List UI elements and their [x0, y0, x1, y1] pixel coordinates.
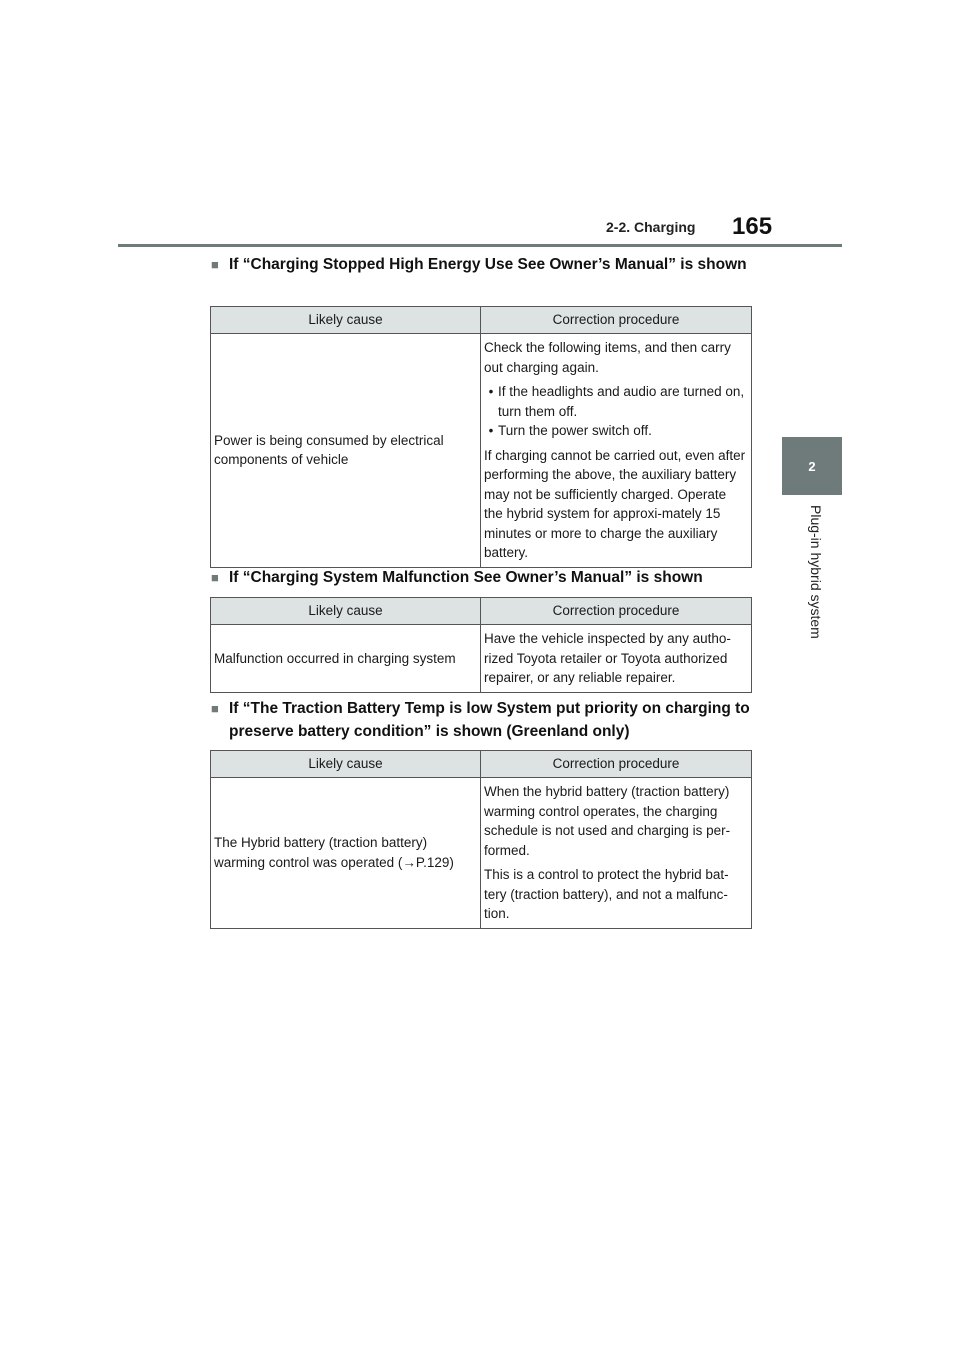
procedure-cell: [481, 778, 752, 929]
bullet-icon: •: [488, 384, 494, 399]
column-header-cause: Likely cause: [211, 307, 481, 334]
table-row: [211, 625, 752, 693]
list-item: • If the headlights and audio are turned on, turn them off.: [484, 382, 748, 421]
table-header-row: [211, 307, 752, 334]
table-row: [211, 778, 752, 929]
chapter-tab: 2: [782, 437, 842, 495]
table-3: [210, 750, 752, 929]
procedure-paragraph: When the hybrid battery (traction battery) warming control operates, the charging schedule is not used and charging is per-formed.: [484, 784, 731, 858]
section-title: 2-2. Charging: [606, 219, 696, 235]
procedure-cell: [481, 334, 752, 568]
header-divider: [118, 244, 842, 247]
cause-cell: Malfunction occurred in charging system: [211, 625, 481, 693]
section-heading-2: ■ If “Charging System Malfunction See Owner’s Manual” is shown: [211, 566, 751, 589]
list-item: • Turn the power switch off.: [484, 421, 748, 441]
table-header-row: [211, 598, 752, 625]
procedure-paragraph: This is a control to protect the hybrid bat-tery (traction battery), and not a malfunc-tion.: [484, 867, 729, 921]
column-header-procedure: Correction procedure: [481, 307, 752, 334]
procedure-outro: If charging cannot be carried out, even after performing the above, the auxiliary battery may not be sufficiently charged. Operate the hybrid system for approxi-mately 15 minutes or more to charge the auxiliary battery.: [484, 447, 746, 560]
procedure-intro: Check the following items, and then carry out charging again.: [484, 340, 731, 375]
column-header-procedure: Correction procedure: [481, 598, 752, 625]
table-header-row: [211, 751, 752, 778]
table-row: [211, 334, 752, 568]
section-heading-1: ■ If “Charging Stopped High Energy Use See Owner’s Manual” is shown: [211, 253, 751, 276]
procedure-cell: Have the vehicle inspected by any autho-rized Toyota retailer or Toyota authorized repairer, or any reliable repairer.: [481, 625, 752, 693]
cause-cell: The Hybrid battery (traction battery) warming control was operated (→P.129): [211, 778, 481, 929]
square-bullet-icon: ■: [211, 570, 219, 585]
section-heading-3: ■ If “The Traction Battery Temp is low System put priority on charging to preserve battery condition” is shown (Greenland only): [211, 697, 751, 743]
column-header-cause: Likely cause: [211, 751, 481, 778]
square-bullet-icon: ■: [211, 257, 219, 272]
bullet-icon: •: [488, 423, 494, 438]
page-number: 165: [732, 213, 773, 240]
chapter-title: Plug-in hybrid system: [808, 505, 824, 639]
table-1: [210, 306, 752, 568]
cause-cell: Power is being consumed by electrical components of vehicle: [211, 334, 481, 568]
table-2: [210, 597, 752, 693]
square-bullet-icon: ■: [211, 701, 219, 716]
column-header-procedure: Correction procedure: [481, 751, 752, 778]
column-header-cause: Likely cause: [211, 598, 481, 625]
